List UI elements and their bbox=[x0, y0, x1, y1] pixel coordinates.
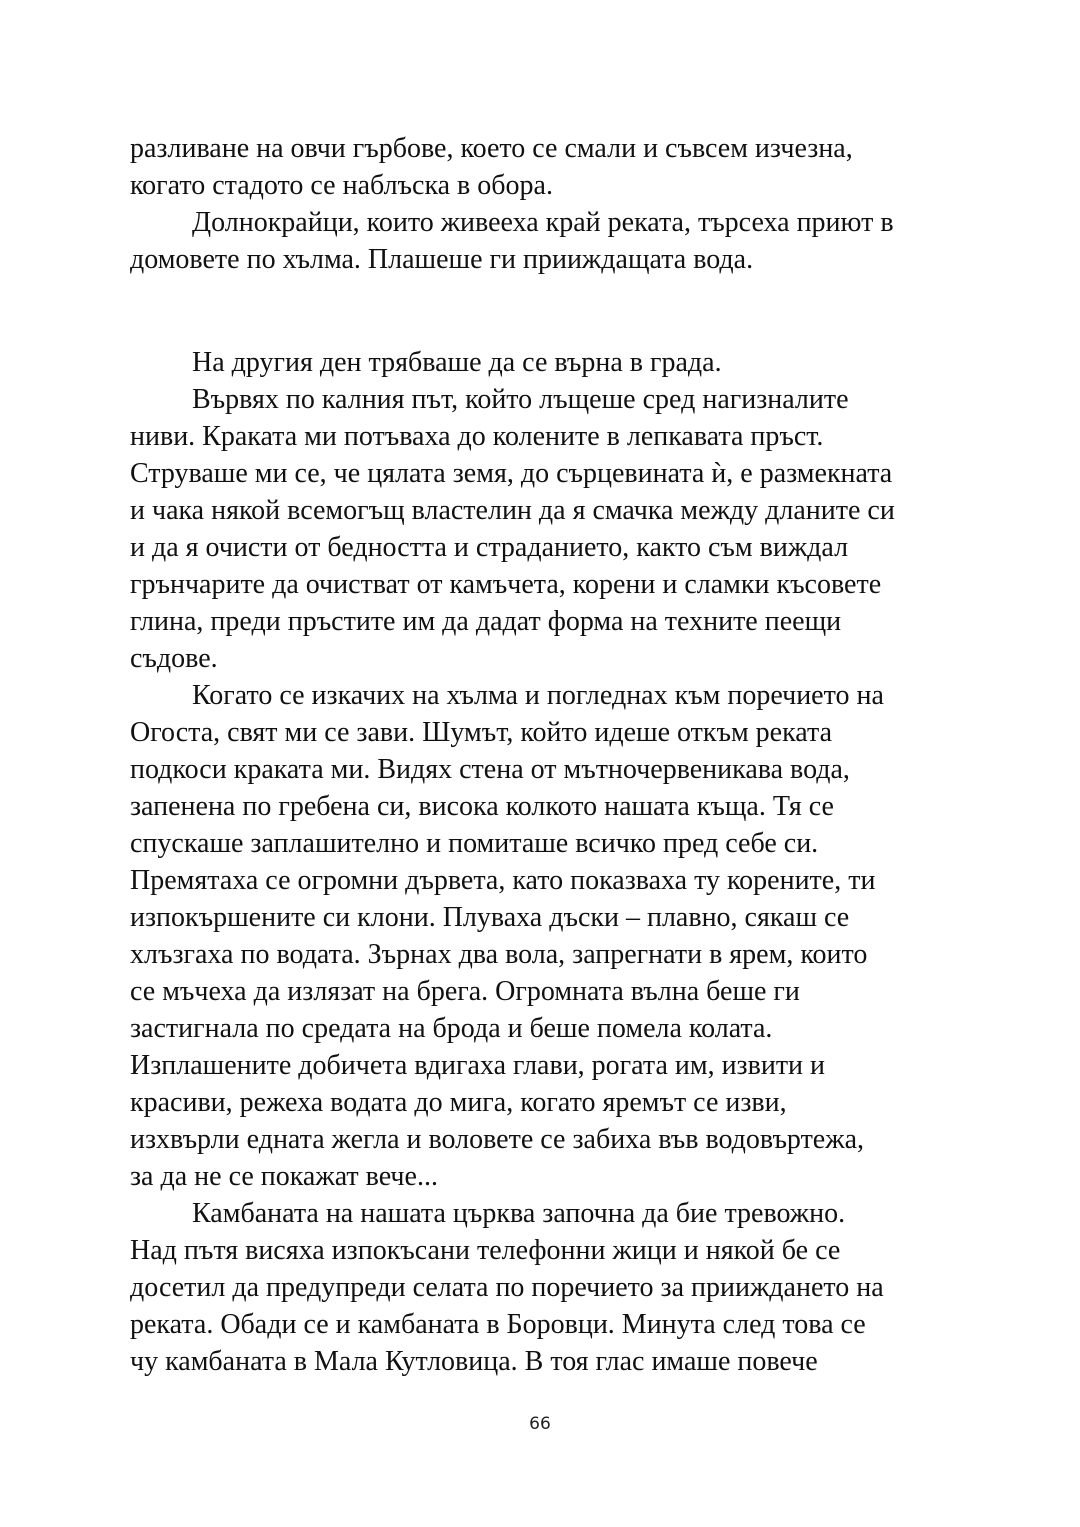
text-section-2 bbox=[130, 344, 970, 1380]
text-line: разливане на овчи гърбове, което се смали и съвсем изчезна, bbox=[130, 133, 853, 164]
text-line: съдове. bbox=[130, 643, 218, 674]
text-line: се мъчеха да излязат на брега. Огромната вълна беше ги bbox=[130, 976, 800, 1007]
text-line: Когато се изкачих на хълма и погледнах към поречието на bbox=[192, 680, 884, 711]
text-line: Огоста, свят ми се зави. Шумът, който идеше откъм реката bbox=[130, 717, 832, 748]
text-line: Изплашените добичета вдигаха глави, рогата им, извити и bbox=[130, 1050, 826, 1081]
paragraph bbox=[130, 381, 970, 677]
paragraph bbox=[130, 1195, 970, 1380]
text-line: изхвърли едната жегла и воловете се забиха във водовъртежа, bbox=[130, 1124, 865, 1155]
text-line: и чака някой всемогъщ властелин да я смачка между дланите си bbox=[130, 495, 895, 526]
text-line: домовете по хълма. Плашеше ги прииждащата вода. bbox=[130, 244, 754, 275]
text-line: глина, преди пръстите им да дадат форма на техните пеещи bbox=[130, 606, 842, 637]
text-line: хлъзгаха по водата. Зърнах два вола, запрегнати в ярем, които bbox=[130, 939, 868, 970]
text-line: досетил да предупреди селата по поречието за прииждането на bbox=[130, 1272, 884, 1303]
text-line: подкоси краката ми. Видях стена от мътночервеникава вода, bbox=[130, 754, 850, 785]
text-line: изпокършените си клони. Плуваха дъски – плавно, сякаш се bbox=[130, 902, 850, 933]
text-line: когато стадото се наблъска в обора. bbox=[130, 170, 553, 201]
paragraph bbox=[130, 344, 970, 381]
text-line: за да не се покажат вече... bbox=[130, 1161, 438, 1192]
text-line: ниви. Краката ми потъваха до колените в лепкавата пръст. bbox=[130, 421, 824, 452]
text-line: красиви, режеха водата до мига, когато яремът се изви, bbox=[130, 1087, 787, 1118]
text-line: Над пътя висяха изпокъсани телефонни жици и някой бе се bbox=[130, 1235, 841, 1266]
text-line: запенена по гребена си, висока колкото нашата къща. Тя се bbox=[130, 791, 834, 822]
text-line: Вървях по калния път, който лъщеше сред нагизналите bbox=[192, 384, 849, 415]
paragraph bbox=[130, 204, 970, 278]
text-line: Струваше ми се, че цялата земя, до сърцевината ѝ, е размекната bbox=[130, 458, 893, 489]
text-line: застигнала по средата на брода и беше помела колата. bbox=[130, 1013, 773, 1044]
text-line: чу камбаната в Мала Кутловица. В тоя глас имаше повече bbox=[130, 1346, 818, 1377]
text-line: грънчарите да очистват от камъчета, корени и сламки късовете bbox=[130, 569, 882, 600]
text-line: Камбаната на нашата църква започна да бие тревожно. bbox=[192, 1198, 846, 1229]
text-line: реката. Обади се и камбаната в Боровци. Минута след това се bbox=[130, 1309, 866, 1340]
text-line: Премятаха се огромни дървета, като показваха ту корените, ти bbox=[130, 865, 876, 896]
paragraph bbox=[130, 130, 970, 204]
page-number: 66 bbox=[529, 1414, 551, 1434]
text-line: спускаше заплашително и помиташе всичко пред себе си. bbox=[130, 828, 819, 859]
text-section-1 bbox=[130, 130, 970, 278]
text-line: На другия ден трябваше да се върна в града. bbox=[192, 347, 722, 378]
text-line: и да я очисти от бедността и страданието, както съм виждал bbox=[130, 532, 849, 563]
text-line: Долнокрайци, които живееха край реката, търсеха приют в bbox=[192, 207, 894, 238]
paragraph bbox=[130, 677, 970, 1195]
